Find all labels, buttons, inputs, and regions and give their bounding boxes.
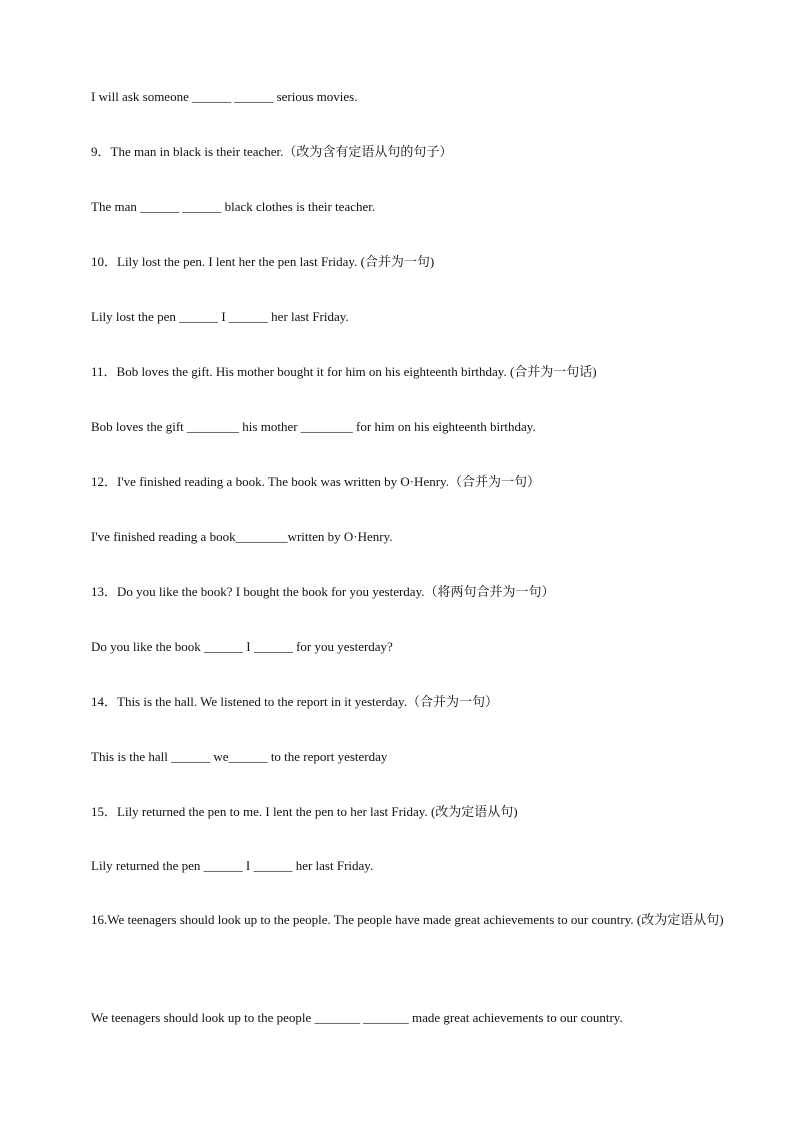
answer-line-13: Do you like the book ______ I ______ for you yesterday? — [91, 639, 393, 654]
answer-line-11: Bob loves the gift ________ his mother ________ for him on his eighteenth birthday. — [91, 419, 536, 434]
question-12: 12．I've finished reading a book. The book was written by O·Henry.（合并为一句） — [91, 474, 540, 489]
question-14: 14．This is the hall. We listened to the report in it yesterday.（合并为一句） — [91, 694, 498, 709]
answer-line-12: I've finished reading a book________written by O·Henry. — [91, 529, 393, 544]
answer-line-14: This is the hall ______ we______ to the report yesterday — [91, 749, 388, 764]
answer-line-15: Lily returned the pen ______ I ______ her last Friday. — [91, 858, 374, 873]
answer-line-16: We teenagers should look up to the people _______ _______ made great achievements to our country. — [91, 1010, 623, 1025]
question-13: 13．Do you like the book? I bought the book for you yesterday.（将两句合并为一句） — [91, 584, 555, 599]
question-11: 11．Bob loves the gift. His mother bought it for him on his eighteenth birthday. (合并为一句话) — [91, 364, 597, 379]
answer-line-10: Lily lost the pen ______ I ______ her last Friday. — [91, 309, 349, 324]
question-9: 9．The man in black is their teacher.（改为含有定语从句的句子） — [91, 144, 453, 159]
question-10: 10．Lily lost the pen. I lent her the pen last Friday. (合并为一句) — [91, 254, 435, 269]
answer-line-9: The man ______ ______ black clothes is their teacher. — [91, 199, 376, 214]
question-16: 16.We teenagers should look up to the people. The people have made great achievements to our country. (改为定语从句) — [91, 912, 724, 927]
answer-line-8: I will ask someone ______ ______ serious movies. — [91, 89, 358, 104]
question-15: 15．Lily returned the pen to me. I lent the pen to her last Friday. (改为定语从句) — [91, 804, 518, 819]
